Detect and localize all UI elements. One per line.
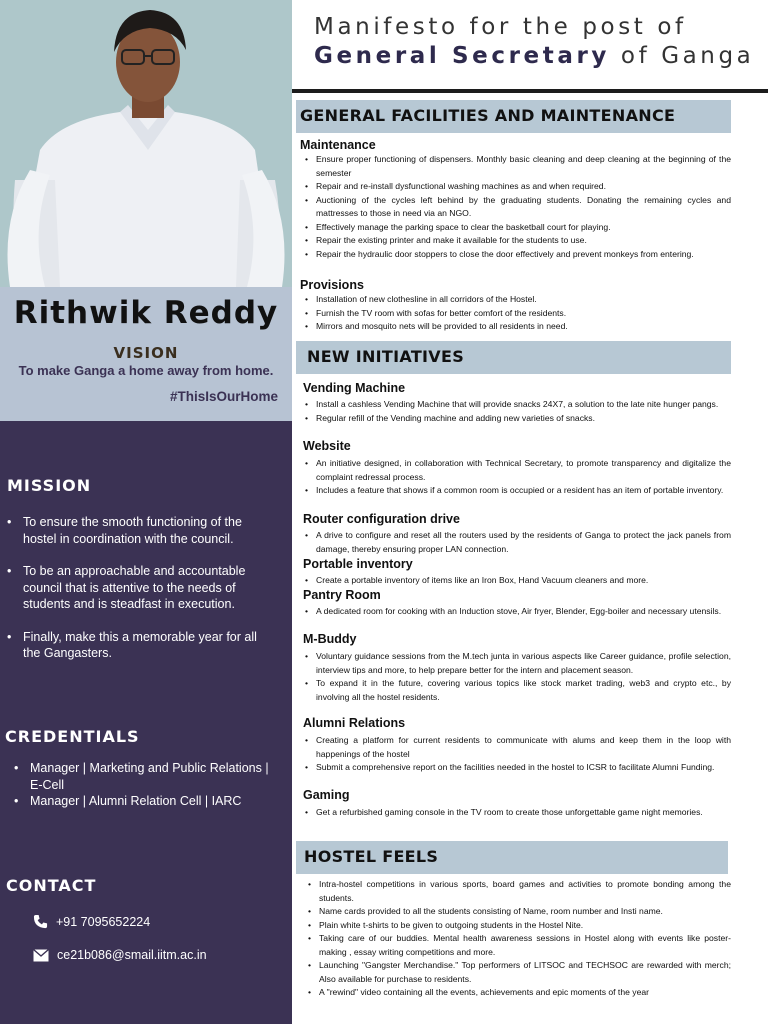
- list-item: • To be an approachable and accountable council that is attentive to the needs of students and is steadfast in execution.: [23, 563, 273, 613]
- header-divider: [292, 89, 768, 93]
- vision-text: To make Ganga a home away from home.: [18, 363, 274, 378]
- email-address: ce21b086@smail.iitm.ac.in: [57, 948, 207, 962]
- list-item: • Repair and re-install dysfunctional washing machines as and when required.: [316, 180, 731, 194]
- contact-email[interactable]: [33, 948, 207, 962]
- list-item: • Regular refill of the Vending machine and adding new varieties of snacks.: [316, 412, 731, 426]
- alumni-list: [316, 734, 731, 775]
- credentials-list: [30, 760, 270, 810]
- mission-list: [23, 514, 273, 678]
- list-item: • Installation of new clothesline in all corridors of the Hostel.: [316, 293, 731, 307]
- provisions-list: [316, 293, 731, 334]
- list-item: • Submit a comprehensive report on the facilities needed in the hostel to ICSR to facilitate Alumni Funding.: [316, 761, 731, 775]
- list-item: • To expand it in the future, covering various topics like stock market trading, web3 and crypto etc., by involving all the hostel residents.: [316, 677, 731, 704]
- gaming-list: [316, 806, 731, 820]
- section-facilities-header: [296, 100, 731, 133]
- list-item: • Furnish the TV room with sofas for better comfort of the residents.: [316, 307, 731, 321]
- section-title: GENERAL FACILITIES AND MAINTENANCE: [300, 106, 676, 125]
- list-item: • Effectively manage the parking space to clear the basketball court for playing.: [316, 221, 731, 235]
- contact-phone[interactable]: [33, 914, 150, 929]
- pantry-heading: Pantry Room: [303, 588, 381, 602]
- maintenance-heading: Maintenance: [300, 138, 376, 152]
- profile-photo: [0, 0, 292, 287]
- portable-list: [316, 574, 731, 588]
- contact-title: CONTACT: [6, 876, 97, 895]
- list-item: • Voluntary guidance sessions from the M.tech junta in various aspects like Career guidance, profile selection, interview tips and more, to help prepare better for the intern and placement season.: [316, 650, 731, 677]
- section-title: HOSTEL FEELS: [304, 847, 439, 866]
- list-item: • Manager | Marketing and Public Relations | E-Cell: [30, 760, 270, 793]
- list-item: • To ensure the smooth functioning of the hostel in coordination with the council.: [23, 514, 273, 547]
- hostel-name: of Ganga: [610, 43, 755, 69]
- mbuddy-heading: M-Buddy: [303, 632, 357, 646]
- list-item: • Intra-hostel competitions in various sports, board games and activities to promote bonding among the students.: [319, 878, 731, 905]
- website-list: [316, 457, 731, 498]
- hashtag: #ThisIsOurHome: [169, 389, 278, 404]
- phone-icon: [33, 914, 48, 929]
- provisions-heading: Provisions: [300, 278, 364, 292]
- section-feels-header: [296, 841, 728, 874]
- list-item: • Repair the hydraulic door stoppers to close the door effectively and prevent monkeys from entering.: [316, 248, 731, 262]
- credentials-title: CREDENTIALS: [5, 727, 140, 746]
- website-heading: Website: [303, 439, 351, 453]
- list-item: • An initiative designed, in collaboration with Technical Secretary, to promote transparency and digitalize the complaint redressal process.: [316, 457, 731, 484]
- candidate-name: Rithwik Reddy: [13, 295, 279, 331]
- sidebar: [0, 0, 292, 1024]
- list-item: • Name cards provided to all the students consisting of Name, room number and Insti name.: [319, 905, 731, 919]
- mail-icon: [33, 949, 49, 962]
- list-item: • Auctioning of the cycles left behind by the graduating students. Donating the remaining cycles and mattresses to those in need via an NGO.: [316, 194, 731, 221]
- list-item: • Get a refurbished gaming console in the TV room to create those unforgettable game night memories.: [316, 806, 731, 820]
- router-list: [316, 529, 731, 556]
- name-vision-box: [0, 287, 292, 421]
- maintenance-list: [316, 153, 731, 261]
- list-item: • Install a cashless Vending Machine that will provide snacks 24X7, a solution to the late nite hunger pangs.: [316, 398, 731, 412]
- list-item: • Create a portable inventory of items like an Iron Box, Hand Vacuum cleaners and more.: [316, 574, 731, 588]
- gaming-heading: Gaming: [303, 788, 350, 802]
- list-item: • Finally, make this a memorable year for all the Gangasters.: [23, 629, 273, 662]
- pantry-list: [316, 605, 731, 619]
- list-item: • Mirrors and mosquito nets will be provided to all residents in need.: [316, 320, 731, 334]
- list-item: • A "rewind" video containing all the events, achievements and epic moments of the year: [319, 986, 731, 1000]
- mbuddy-list: [316, 650, 731, 704]
- feels-list: [319, 878, 731, 1000]
- vending-heading: Vending Machine: [303, 381, 406, 395]
- alumni-heading: Alumni Relations: [303, 716, 406, 730]
- list-item: • Creating a platform for current residents to communicate with alums and keep them in the loop with happenings of the hostel: [316, 734, 731, 761]
- manifesto-title-line1: Manifesto for the post of: [314, 14, 687, 40]
- list-item: • Plain white t-shirts to be given to outgoing students in the Hostel Nite.: [319, 919, 731, 933]
- list-item: • A drive to configure and reset all the routers used by the residents of Ganga to protect the jack panels from damage, thereby ensuring proper LAN connection.: [316, 529, 731, 556]
- post-name: General Secretary: [314, 43, 610, 69]
- phone-number: +91 7095652224: [56, 914, 151, 929]
- list-item: • Includes a feature that shows if a common room is occupied or a resident has an item of portable inventory.: [316, 484, 731, 498]
- list-item: • A dedicated room for cooking with an Induction stove, Air fryer, Blender, Egg-boiler and necessary utensils.: [316, 605, 731, 619]
- list-item: • Launching "Gangster Merchandise." Top performers of LITSOC and TECHSOC are rewarded with merch; Also available for purchase to residents.: [319, 959, 731, 986]
- list-item: • Manager | Alumni Relation Cell | IARC: [30, 793, 270, 810]
- list-item: • Repair the existing printer and make it available for the students to use.: [316, 234, 731, 248]
- section-initiatives-header: [296, 341, 731, 374]
- vending-list: [316, 398, 731, 425]
- portable-heading: Portable inventory: [303, 557, 413, 571]
- list-item: • Ensure proper functioning of dispensers. Monthly basic cleaning and deep cleaning at the beginning of the semester: [316, 153, 731, 180]
- mission-title: MISSION: [7, 476, 92, 495]
- router-heading: Router configuration drive: [303, 512, 460, 526]
- list-item: • Taking care of our buddies. Mental health awareness sessions in Hostel along with events like poster-making , essay writing competitions and more.: [319, 932, 731, 959]
- section-title: NEW INITIATIVES: [307, 347, 465, 366]
- manifesto-title-line2: [314, 43, 754, 69]
- vision-title: VISION: [113, 344, 179, 362]
